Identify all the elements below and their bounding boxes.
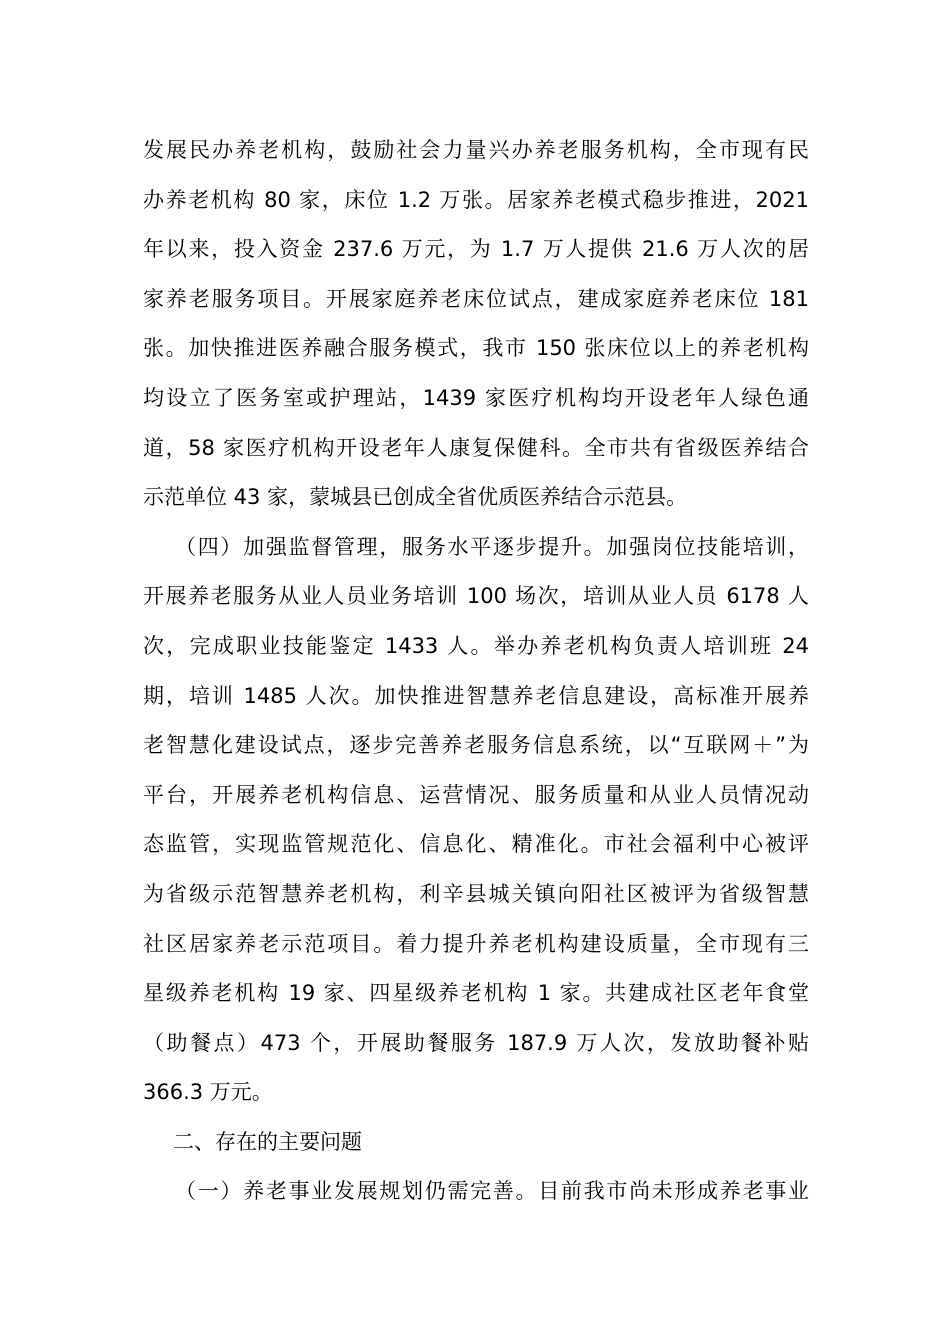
text-line: 老智慧化建设试点，逐步完善养老服务信息系统，以“互联网＋”为 [143,733,809,758]
text-line: 道，58 家医疗机构开设老年人康复保健科。全市共有省级医养结合 [143,435,809,460]
document-body [143,126,809,1217]
text-line: 次，完成职业技能鉴定 1433 人。举办养老机构负责人培训班 24 [143,633,809,658]
text-line: 均设立了医务室或护理站，1439 家医疗机构均开设老年人绿色通 [143,385,809,410]
text-line: 为省级示范智慧养老机构，利辛县城关镇向阳社区被评为省级智慧 [143,881,809,906]
text-line: （助餐点）473 个，开展助餐服务 187.9 万人次，发放助餐补贴 [143,1030,809,1055]
text-line: 示范单位 43 家，蒙城县已创成全省优质医养结合示范县。 [143,485,688,510]
text-line: 社区居家养老示范项目。着力提升养老机构建设质量，全市现有三 [143,931,809,956]
text-line: 366.3 万元。 [143,1080,273,1105]
text-line: 发展民办养老机构，鼓励社会力量兴办养老服务机构，全市现有民 [143,138,809,162]
section-heading-line: （一）养老事业发展规划仍需完善。目前我市尚未形成养老事业 [175,1179,809,1204]
section-heading-line: （四）加强监督管理，服务水平逐步提升。加强岗位技能培训， [175,534,809,559]
text-line: 平台，开展养老机构信息、运营情况、服务质量和从业人员情况动 [143,782,809,807]
text-line: 张。加快推进医养融合服务模式，我市 150 张床位以上的养老机构 [143,336,809,361]
text-line: 星级养老机构 19 家、四星级养老机构 1 家。共建成社区老年食堂 [143,981,809,1006]
text-line: 开展养老服务从业人员业务培训 100 场次，培训从业人员 6178 人 [143,584,809,609]
chapter-heading: 二、存在的主要问题 [173,1129,362,1154]
text-line: 年以来，投入资金 237.6 万元，为 1.7 万人提供 21.6 万人次的居 [143,237,809,262]
text-line: 态监管，实现监管规范化、信息化、精准化。市社会福利中心被评 [143,832,809,857]
text-line: 期，培训 1485 人次。加快推进智慧养老信息建设，高标准开展养 [143,683,809,708]
text-line: 办养老机构 80 家，床位 1.2 万张。居家养老模式稳步推进，2021 [143,187,809,212]
text-line: 家养老服务项目。开展家庭养老床位试点，建成家庭养老床位 181 [143,286,809,311]
